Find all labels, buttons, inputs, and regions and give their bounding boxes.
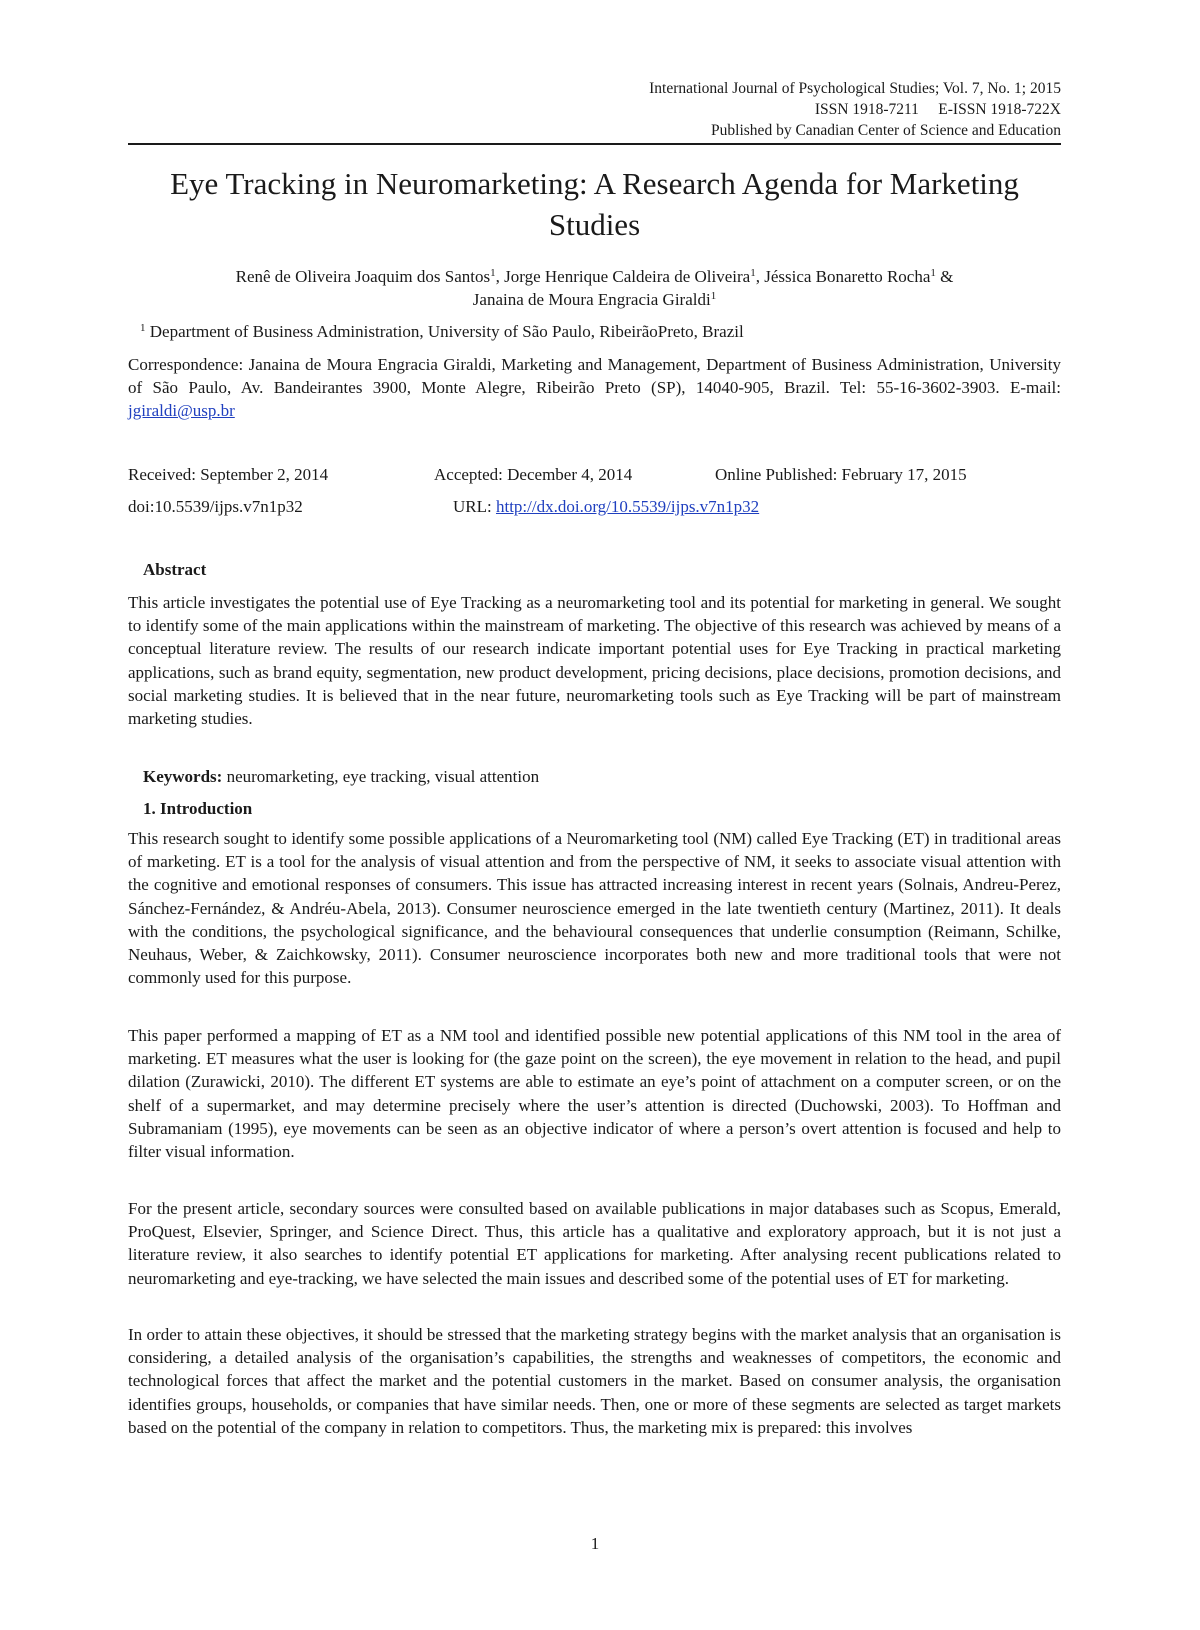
page-number: 1 (590, 1534, 600, 1553)
author-name: Janaina de Moura Engracia Giraldi (472, 290, 711, 309)
affiliation-mark: 1 (750, 267, 756, 279)
paragraph: In order to attain these objectives, it should be stressed that the marketing strategy begins with the market analysis that an organisation is considering, a detailed analysis of the organisation’s capabilities, the strengths and weaknesses of competitors, the economic and technological forces that affect the market and the potential customers in the market. Based on consumer analysis, the organisation identifies groups, households, or companies that have similar needs. Then, one or more of these segments are selected as target markets based on the potential of the company in relation to competitors. Thus, the marketing mix is prepared: this involves (128, 1325, 1061, 1437)
author-separator: , (755, 267, 765, 286)
affiliation-mark: 1 (490, 267, 496, 279)
abstract-text: This article investigates the potential use of Eye Tracking as a neuromarketing tool and its potential for marketing in general. We sought to identify some of the main applications within the mainstream of marketing. The objective of this research was achieved by means of a conceptual literature review. The results of our research indicate important potential uses for Eye Tracking in practical marketing applications, such as brand equity, segmentation, new product development, pricing decisions, place decisions, promotion decisions, and social marketing studies. It is believed that in the near future, neuromarketing tools such as Eye Tracking will be part of mainstream marketing studies. (128, 593, 1061, 729)
paragraph: This paper performed a mapping of ET as a NM tool and identified possible new potential applications of this NM tool in the area of marketing. ET measures what the user is looking for (the gaze point on the screen), the eye movement in relation to the head, and pupil dilation (Zurawicki, 2010). The different ET systems are able to estimate an eye’s point of attachment on a computer screen, or on the shelf of a supermarket, and may determine precisely where the user’s attention is directed (Duchowski, 2003). To Hoffman and Subramaniam (1995), eye movements can be seen as an objective indicator of where a person’s overt attention is focused and help to filter visual information. (128, 1026, 1061, 1162)
author-separator: & (935, 267, 954, 286)
url-field (453, 495, 759, 518)
paragraph: This research sought to identify some possible applications of a Neuromarketing tool (NM) called Eye Tracking (ET) in traditional areas of marketing. ET is a tool for the analysis of visual attention and from the perspective of NM, it seeks to associate visual attention with the cognitive and emotional responses of consumers. This issue has attracted increasing interest in recent years (Solnais, Andreu-Perez, Sánchez-Fernández, & Andréu-Abela, 2013). Consumer neuroscience emerged in the late twentieth century (Martinez, 2011). It deals with the conditions, the psychological significance, and the behavioural consequences that underlie consumption (Reimann, Schilke, Neuhaus, Weber, & Zaichkowsky, 2011). Consumer neuroscience incorporates both new and more traditional tools that were not commonly used for this purpose. (128, 829, 1061, 988)
affiliation-text: Department of Business Administration, University of São Paulo, RibeirãoPreto, Brazil (145, 322, 744, 341)
received-date: Received: September 2, 2014 (128, 465, 329, 484)
author-list (128, 265, 1061, 311)
author-name: Jorge Henrique Caldeira de Oliveira (504, 267, 751, 286)
paper-title: Eye Tracking in Neuromarketing: A Research Agenda for Marketing Studies (170, 166, 1019, 242)
author-name: Jéssica Bonaretto Rocha (764, 267, 931, 286)
correspondence-text: Correspondence: Janaina de Moura Engracia Giraldi, Marketing and Management, Department of Business Administration, University of São Paulo, Av. Bandeirantes 3900, Monte Alegre, Ribeirão Preto (SP), 14040-905, Brazil. Tel: 55-16-3602-3903. E-mail: (128, 355, 1061, 397)
accepted-date: Accepted: December 4, 2014 (434, 465, 633, 484)
correspondence (128, 353, 1061, 422)
doi-text: doi:10.5539/ijps.v7n1p32 (128, 497, 303, 516)
doi-url-link[interactable]: http://dx.doi.org/10.5539/ijps.v7n1p32 (495, 497, 760, 516)
url-label: URL: (453, 497, 496, 516)
paragraph: For the present article, secondary sources were consulted based on available publications in major databases such as Scopus, Emerald, ProQuest, Elsevier, Springer, and Science Direct. Thus, this article has a qualitative and exploratory approach, but it is not just a literature review, it also searches to identify potential ET applications for marketing. After analysing recent publications related to neuromarketing and eye-tracking, we have selected the main issues and described some of the potential uses of ET for marketing. (128, 1199, 1061, 1288)
email-link[interactable]: jgiraldi@usp.br (128, 401, 235, 420)
journal-publisher: Published by Canadian Center of Science and Education (711, 122, 1061, 139)
affiliation (140, 320, 1061, 343)
keywords-text: neuromarketing, eye tracking, visual attention (222, 767, 540, 786)
affiliation-mark: 1 (140, 322, 146, 334)
journal-citation: International Journal of Psychological Studies; Vol. 7, No. 1; 2015 (649, 80, 1061, 97)
journal-header (128, 78, 1061, 141)
affiliation-mark: 1 (710, 290, 717, 302)
keywords (143, 765, 539, 788)
keywords-label: Keywords: (143, 767, 223, 786)
journal-issn: ISSN 1918-7211 E-ISSN 1918-722X (814, 101, 1061, 118)
affiliation-mark: 1 (930, 267, 936, 279)
published-date: Online Published: February 17, 2015 (715, 465, 967, 484)
publication-dates (128, 463, 1061, 527)
abstract-heading: Abstract (143, 560, 207, 579)
author-name: Renê de Oliveira Joaquim dos Santos (235, 267, 491, 286)
section-heading: 1. Introduction (143, 799, 253, 818)
author-separator: , (495, 267, 505, 286)
header-divider (128, 143, 1061, 145)
